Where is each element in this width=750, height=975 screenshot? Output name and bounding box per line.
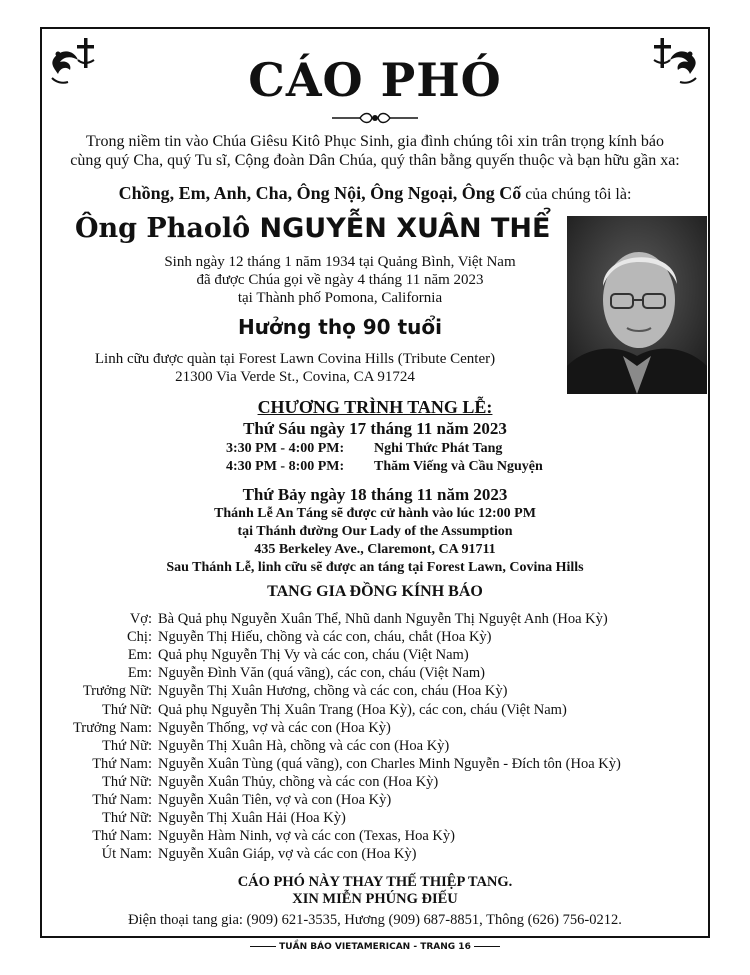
family-member-row — [0, 610, 750, 628]
family-member-role: Trưởng Nữ: — [82, 683, 152, 700]
family-member-role: Em: — [127, 647, 152, 664]
deceased-full-name: NGUYỄN XUÂN THỂ — [259, 213, 551, 244]
family-member-role: Thứ Nữ: — [102, 737, 152, 754]
died-line: đã được Chúa gọi về ngày 4 tháng 11 năm 2023 — [196, 272, 484, 288]
intro-text — [0, 132, 750, 170]
family-member-role: Thứ Nam: — [92, 792, 152, 808]
family-member-row — [0, 791, 750, 809]
mass-address: 435 Berkeley Ave., Claremont, CA 91711 — [254, 542, 496, 557]
flourish-divider-icon — [330, 110, 420, 126]
family-member-role: Thứ Nam: — [92, 828, 152, 845]
family-member-name: Nguyễn Xuân Thủy, chồng và các con (Hoa Kỳ) — [158, 773, 439, 790]
closing-line: XIN MIỄN PHÚNG ĐIẾU — [292, 891, 458, 907]
family-member-name: Quả phụ Nguyễn Thị Xuân Trang (Hoa Kỳ), các con, cháu (Việt Nam) — [158, 701, 567, 718]
family-title: TANG GIA ĐỒNG KÍNH BÁO — [267, 583, 483, 600]
deceased-name — [75, 212, 550, 246]
footer-text: TUẦN BÁO VIETAMERICAN - TRANG 16 — [279, 942, 471, 952]
day1-event-desc: Thăm Viếng và Cầu Nguyện — [374, 459, 543, 474]
family-member-name: Nguyễn Thống, vợ và các con (Hoa Kỳ) — [158, 719, 391, 736]
burial-line: Sau Thánh Lễ, linh cữu sẽ được an táng tại Forest Lawn, Covina Hills — [166, 560, 584, 575]
day1-event-desc: Nghi Thức Phát Tang — [374, 441, 503, 456]
family-member-name: Nguyễn Xuân Tiên, vợ và con (Hoa Kỳ) — [158, 792, 392, 808]
born-line: Sinh ngày 12 tháng 1 năm 1934 tại Quảng Bình, Việt Nam — [164, 254, 516, 270]
day1-event-time: 4:30 PM - 8:00 PM: — [226, 459, 345, 474]
family-member-role: Thứ Nam: — [92, 755, 152, 772]
family-member-row — [0, 646, 750, 664]
family-member-row — [0, 809, 750, 827]
family-member-row — [0, 737, 750, 755]
viewing-address: 21300 Via Verde St., Covina, CA 91724 — [175, 369, 415, 385]
day2-date: Thứ Bảy ngày 18 tháng 11 năm 2023 — [242, 485, 508, 504]
family-member-role: Em: — [127, 665, 152, 682]
deceased-portrait — [567, 216, 707, 394]
family-member-role: Vợ: — [129, 611, 152, 627]
age-line: Hưởng thọ 90 tuổi — [238, 315, 442, 339]
family-member-name: Quả phụ Nguyễn Thị Vy và các con, cháu (Việt Nam) — [158, 647, 469, 664]
closing-line: CÁO PHÓ NÀY THAY THẾ THIỆP TANG. — [237, 874, 513, 890]
viewing-location — [50, 350, 540, 386]
page-title: CÁO PHÓ — [248, 53, 502, 107]
place-line: tại Thành phố Pomona, California — [237, 290, 443, 306]
relations-suffix: của chúng tôi là: — [521, 186, 632, 203]
family-member-row — [0, 773, 750, 791]
viewing-line: Linh cữu được quàn tại Forest Lawn Covina Hills (Tribute Center) — [94, 351, 496, 367]
family-member-role: Út Nam: — [101, 846, 152, 863]
relations-line — [0, 183, 750, 204]
intro-line: Trong niềm tin vào Chúa Giêsu Kitô Phục Sinh, gia đình chúng tôi xin trân trọng kính báo — [85, 133, 665, 150]
family-member-row — [0, 755, 750, 773]
family-member-role: Chị: — [127, 629, 152, 646]
footer-rule — [250, 946, 276, 948]
family-member-row — [0, 682, 750, 700]
family-member-role: Thứ Nữ: — [102, 701, 152, 718]
family-member-name: Nguyễn Thị Xuân Hà, chồng và các con (Hoa Kỳ) — [158, 737, 450, 754]
family-member-name: Nguyễn Thị Xuân Hương, chồng và các con, cháu (Hoa Kỳ) — [158, 683, 508, 700]
portrait-image — [567, 216, 707, 394]
deceased-baptismal-name: Ông Phaolô — [75, 213, 260, 244]
program-title: CHƯƠNG TRÌNH TANG LỄ: — [257, 397, 493, 417]
family-member-name: Nguyễn Xuân Tùng (quá vãng), con Charles Minh Nguyễn - Đích tôn (Hoa Kỳ) — [158, 755, 621, 772]
family-member-row — [0, 664, 750, 682]
page-footer — [0, 942, 750, 952]
family-member-row — [0, 827, 750, 845]
family-member-name: Nguyễn Đình Văn (quá vãng), các con, cháu (Việt Nam) — [158, 665, 486, 682]
phone-line: Điện thoại tang gia: (909) 621-3535, Hương (909) 687-8851, Thông (626) 756-0212. — [128, 912, 622, 928]
footer-rule — [474, 946, 500, 948]
family-member-role: Thứ Nữ: — [102, 810, 152, 827]
family-member-row — [0, 701, 750, 719]
family-member-name: Nguyễn Hàm Ninh, vợ và các con (Texas, Hoa Kỳ) — [158, 828, 455, 845]
family-member-role: Thứ Nữ: — [102, 773, 152, 790]
family-member-row — [0, 628, 750, 646]
family-member-name: Nguyễn Thị Xuân Hải (Hoa Kỳ) — [158, 810, 346, 827]
relations-titles: Chồng, Em, Anh, Cha, Ông Nội, Ông Ngoại, Ông Cố — [118, 183, 522, 203]
mass-time: Thánh Lễ An Táng sẽ được cử hành vào lúc 12:00 PM — [214, 506, 536, 521]
mass-church: tại Thánh đường Our Lady of the Assumption — [237, 524, 513, 539]
family-member-name: Nguyễn Xuân Giáp, vợ và các con (Hoa Kỳ) — [158, 846, 417, 863]
family-member-row — [0, 719, 750, 737]
family-member-role: Trưởng Nam: — [72, 719, 152, 736]
family-member-row — [0, 845, 750, 863]
family-member-name: Bà Quả phụ Nguyễn Xuân Thể, Nhũ danh Nguyễn Thị Nguyệt Anh (Hoa Kỳ) — [158, 611, 608, 627]
day1-event-time: 3:30 PM - 4:00 PM: — [226, 441, 345, 456]
family-member-name: Nguyễn Thị Hiếu, chồng và các con, cháu, chắt (Hoa Kỳ) — [158, 629, 492, 646]
day1-date: Thứ Sáu ngày 17 tháng 11 năm 2023 — [243, 419, 507, 438]
intro-line: cùng quý Cha, quý Tu sĩ, Cộng đoàn Dân Chúa, quý thân bằng quyến thuộc và bạn hữu gần xa: — [70, 152, 680, 169]
